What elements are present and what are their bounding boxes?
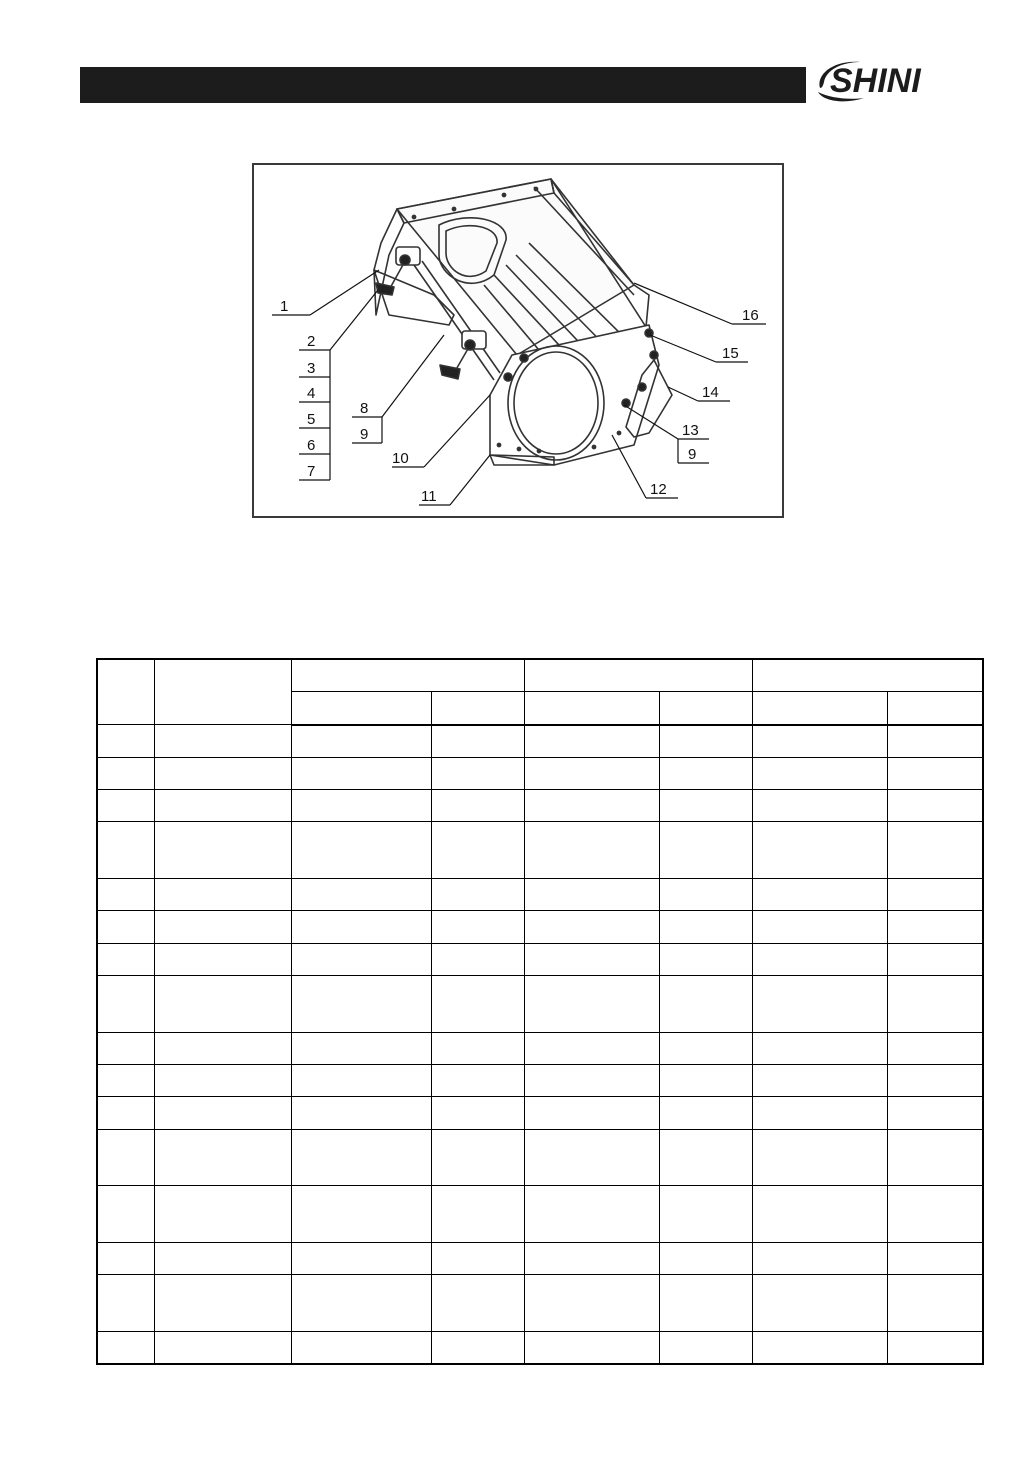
table-cell	[659, 943, 752, 975]
table-cell	[659, 1275, 752, 1332]
table-cell	[752, 1129, 887, 1186]
header-group-cell	[524, 659, 752, 691]
table-row	[97, 757, 983, 789]
table-cell	[887, 822, 983, 879]
callout-10: 10	[392, 450, 409, 467]
table-cell	[524, 911, 659, 943]
table-row	[97, 1065, 983, 1097]
header-cell	[887, 691, 983, 724]
callout-9-right: 9	[688, 446, 697, 463]
table-cell	[524, 789, 659, 821]
table-cell	[659, 911, 752, 943]
table-row	[97, 911, 983, 943]
header-cell	[659, 691, 752, 724]
table-cell	[752, 878, 887, 910]
table-cell	[752, 757, 887, 789]
table-cell	[524, 1275, 659, 1332]
table-cell	[97, 1097, 154, 1129]
table-cell	[752, 1065, 887, 1097]
table-cell	[97, 725, 154, 757]
table-cell	[659, 1032, 752, 1064]
table-cell	[752, 1032, 887, 1064]
table-cell	[887, 1032, 983, 1064]
table-cell	[154, 1129, 291, 1186]
table-cell	[524, 976, 659, 1033]
table-cell	[431, 757, 524, 789]
table-cell	[291, 757, 431, 789]
table-cell	[752, 725, 887, 757]
table-cell	[291, 725, 431, 757]
callout-9-left: 9	[360, 426, 369, 443]
table-row	[97, 822, 983, 879]
table-cell	[752, 1243, 887, 1275]
table-cell	[154, 911, 291, 943]
table-cell	[887, 1243, 983, 1275]
table-row	[97, 878, 983, 910]
table-row	[97, 1129, 983, 1186]
table-cell	[752, 789, 887, 821]
callout-6: 6	[307, 437, 316, 454]
callout-2: 2	[307, 333, 316, 350]
table-cell	[291, 1243, 431, 1275]
callout-7: 7	[307, 463, 316, 480]
table-cell	[97, 911, 154, 943]
table-cell	[524, 1065, 659, 1097]
table-cell	[659, 1097, 752, 1129]
table-cell	[431, 1243, 524, 1275]
table-cell	[524, 757, 659, 789]
table-cell	[154, 1097, 291, 1129]
table-cell	[97, 1032, 154, 1064]
table-cell	[887, 1332, 983, 1364]
table-cell	[659, 1332, 752, 1364]
table-cell	[524, 1129, 659, 1186]
header-cell	[291, 691, 431, 724]
table-row	[97, 1186, 983, 1243]
table-row	[97, 725, 983, 757]
table-cell	[431, 943, 524, 975]
table-cell	[659, 789, 752, 821]
header-group-cell	[752, 659, 983, 691]
table-cell	[887, 1129, 983, 1186]
callout-15: 15	[722, 345, 739, 362]
callout-4: 4	[307, 385, 316, 402]
table-cell	[887, 1186, 983, 1243]
table-cell	[431, 725, 524, 757]
table-cell	[524, 725, 659, 757]
table-cell	[524, 943, 659, 975]
table-cell	[97, 1275, 154, 1332]
table-cell	[659, 725, 752, 757]
table-cell	[431, 878, 524, 910]
table-cell	[752, 943, 887, 975]
table-cell	[154, 1065, 291, 1097]
table-cell	[887, 1097, 983, 1129]
table-cell	[97, 878, 154, 910]
table-cell	[97, 976, 154, 1033]
callout-12: 12	[650, 481, 667, 498]
table-cell	[291, 878, 431, 910]
table-cell	[887, 725, 983, 757]
table-cell	[431, 1129, 524, 1186]
parts-table	[96, 658, 984, 1365]
header-bar	[80, 67, 806, 103]
table-cell	[431, 976, 524, 1033]
table-cell	[887, 943, 983, 975]
table-cell	[752, 976, 887, 1033]
table-cell	[291, 1097, 431, 1129]
table-cell	[291, 1129, 431, 1186]
table-cell	[97, 1186, 154, 1243]
table-cell	[154, 943, 291, 975]
callout-5: 5	[307, 411, 316, 428]
table-cell	[97, 1129, 154, 1186]
header-group-cell	[291, 659, 524, 691]
callout-8: 8	[360, 400, 369, 417]
table-body	[97, 725, 983, 1364]
table-cell	[154, 976, 291, 1033]
table-cell	[659, 1186, 752, 1243]
brand-logo	[812, 52, 962, 108]
table-cell	[431, 1065, 524, 1097]
table-cell	[752, 1097, 887, 1129]
table-cell	[524, 1186, 659, 1243]
table-cell	[524, 1097, 659, 1129]
header-cell	[752, 691, 887, 724]
table-cell	[887, 1275, 983, 1332]
table-cell	[431, 1332, 524, 1364]
table-cell	[887, 1065, 983, 1097]
table-cell	[97, 943, 154, 975]
callout-14: 14	[702, 384, 719, 401]
table-cell	[752, 1186, 887, 1243]
table-header-row-1	[97, 659, 983, 691]
table-cell	[291, 822, 431, 879]
table-cell	[154, 822, 291, 879]
table-row	[97, 943, 983, 975]
table-cell	[431, 789, 524, 821]
table-cell	[524, 1032, 659, 1064]
table-row	[97, 789, 983, 821]
table-cell	[291, 1275, 431, 1332]
table-cell	[291, 1332, 431, 1364]
table-cell	[154, 789, 291, 821]
table-cell	[97, 789, 154, 821]
header-cell	[97, 659, 154, 725]
table-cell	[154, 1032, 291, 1064]
table-cell	[887, 789, 983, 821]
table-row	[97, 1097, 983, 1129]
table-cell	[291, 1065, 431, 1097]
table-cell	[887, 911, 983, 943]
table-cell	[431, 1275, 524, 1332]
table-cell	[659, 976, 752, 1033]
table-cell	[659, 822, 752, 879]
table-cell	[524, 1243, 659, 1275]
table-cell	[659, 878, 752, 910]
table-cell	[154, 878, 291, 910]
table-cell	[887, 757, 983, 789]
table-cell	[524, 1332, 659, 1364]
table-cell	[291, 789, 431, 821]
callout-11: 11	[421, 488, 437, 505]
table-cell	[97, 1332, 154, 1364]
table-cell	[154, 1243, 291, 1275]
table-cell	[154, 1186, 291, 1243]
table-row	[97, 1332, 983, 1364]
table-cell	[97, 1243, 154, 1275]
table-cell	[659, 1243, 752, 1275]
svg-text:SHINI: SHINI	[830, 62, 921, 100]
table-cell	[431, 1032, 524, 1064]
table-cell	[431, 911, 524, 943]
table-cell	[659, 1065, 752, 1097]
table-cell	[431, 822, 524, 879]
table-row	[97, 976, 983, 1033]
table-cell	[752, 1332, 887, 1364]
table-cell	[291, 943, 431, 975]
callout-16: 16	[742, 307, 759, 324]
header-cell	[524, 691, 659, 724]
callout-3: 3	[307, 360, 316, 377]
table-cell	[97, 822, 154, 879]
table-cell	[431, 1097, 524, 1129]
table-cell	[524, 878, 659, 910]
table-row	[97, 1243, 983, 1275]
header-cell	[154, 659, 291, 725]
table-cell	[887, 976, 983, 1033]
table-cell	[154, 1332, 291, 1364]
table-cell	[291, 1032, 431, 1064]
assembly-drawing	[254, 165, 786, 520]
table-row	[97, 1275, 983, 1332]
figure-frame	[252, 163, 784, 518]
table-cell	[659, 757, 752, 789]
table-cell	[431, 1186, 524, 1243]
table-cell	[887, 878, 983, 910]
table-cell	[752, 1275, 887, 1332]
table-cell	[752, 822, 887, 879]
callout-13: 13	[682, 422, 699, 439]
table-cell	[291, 911, 431, 943]
table-cell	[154, 757, 291, 789]
table-cell	[524, 822, 659, 879]
table-cell	[291, 1186, 431, 1243]
table-cell	[154, 725, 291, 757]
table-cell	[97, 1065, 154, 1097]
table-cell	[659, 1129, 752, 1186]
table-cell	[752, 911, 887, 943]
callout-1: 1	[280, 298, 289, 315]
header-cell	[431, 691, 524, 724]
table-row	[97, 1032, 983, 1064]
table-cell	[97, 757, 154, 789]
table-cell	[291, 976, 431, 1033]
table-cell	[154, 1275, 291, 1332]
